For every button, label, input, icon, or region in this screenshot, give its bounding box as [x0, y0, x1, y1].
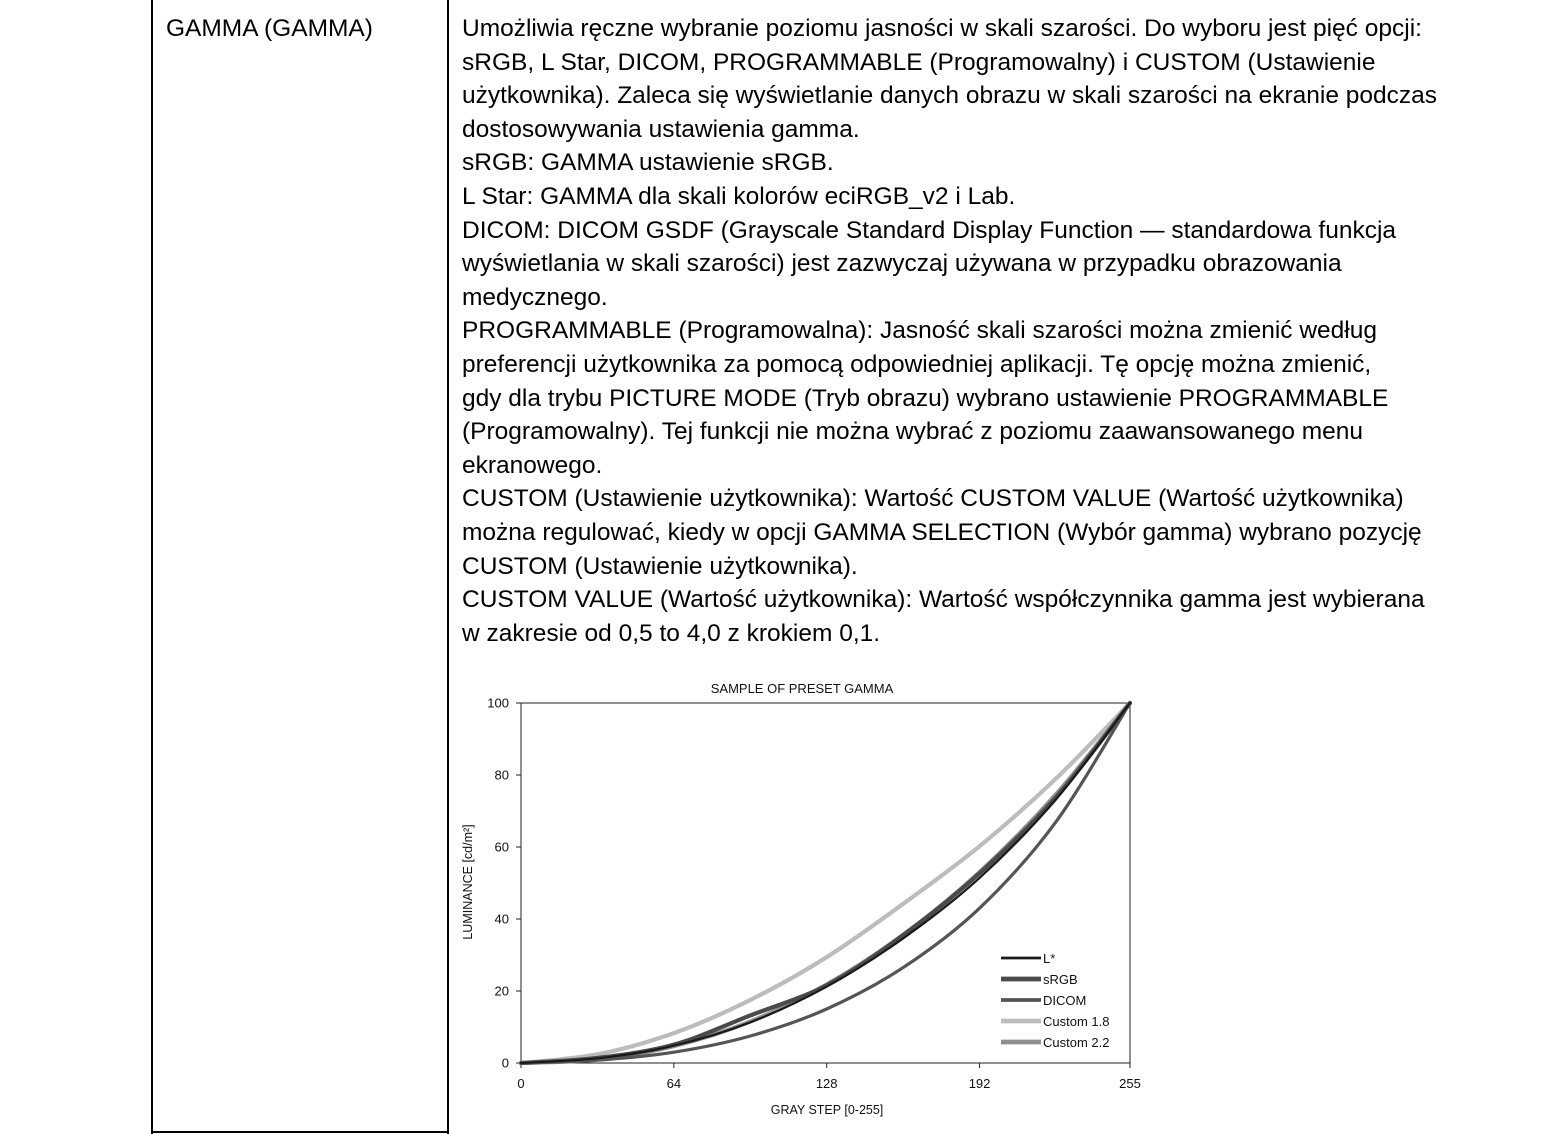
- description-line: PROGRAMMABLE (Programowalna): Jasność skali szarości można zmienić według: [462, 317, 1377, 345]
- description-line: CUSTOM (Ustawienie użytkownika): Wartość CUSTOM VALUE (Wartość użytkownika): [462, 485, 1404, 513]
- setting-name: GAMMA (GAMMA): [166, 15, 373, 42]
- chart-title: SAMPLE OF PRESET GAMMA: [710, 681, 894, 696]
- description-line: ekranowego.: [462, 451, 603, 479]
- y-tick-label: 40: [494, 911, 509, 927]
- y-tick-label: 100: [487, 695, 509, 711]
- y-tick-label: 80: [494, 767, 509, 783]
- description-line: użytkownika). Zaleca się wyświetlanie danych obrazu w skali szarości na ekranie podczas: [462, 82, 1437, 110]
- description-line: sRGB, L Star, DICOM, PROGRAMMABLE (Programowalny) i CUSTOM (Ustawienie: [462, 48, 1376, 76]
- description-line: dostosowywania ustawienia gamma.: [462, 115, 860, 143]
- y-tick-label: 0: [501, 1055, 509, 1071]
- row-divider: [151, 1131, 449, 1133]
- x-tick-label: 192: [968, 1076, 991, 1091]
- legend-label: sRGB: [1043, 972, 1078, 987]
- chart-x-axis-label: GRAY STEP [0-255]: [770, 1103, 884, 1117]
- description-line: L Star: GAMMA dla skali kolorów eciRGB_v2 i Lab.: [462, 182, 1016, 210]
- description-line: CUSTOM VALUE (Wartość użytkownika): Wartość współczynnika gamma jest wybierana: [462, 586, 1425, 614]
- chart-axes: [487, 696, 1141, 1092]
- description-line: gdy dla trybu PICTURE MODE (Tryb obrazu) wybrano ustawienie PROGRAMMABLE: [462, 384, 1389, 412]
- description-line: CUSTOM (Ustawienie użytkownika).: [462, 552, 858, 580]
- description-line: (Programowalny). Tej funkcji nie można wybrać z poziomu zaawansowanego menu: [462, 418, 1364, 446]
- column-divider: [151, 0, 153, 1134]
- description-line: medycznego.: [462, 283, 608, 311]
- y-tick-label: 60: [494, 839, 509, 855]
- description-line: można regulować, kiedy w opcji GAMMA SELECTION (Wybór gamma) wybrano pozycję: [462, 518, 1422, 546]
- description-line: w zakresie od 0,5 to 4,0 z krokiem 0,1.: [462, 619, 881, 647]
- description-line: sRGB: GAMMA ustawienie sRGB.: [462, 149, 834, 177]
- x-tick-label: 255: [1119, 1076, 1141, 1091]
- gamma-chart: [455, 672, 1155, 1128]
- description-line: Umożliwia ręczne wybranie poziomu jasności w skali szarości. Do wyboru jest pięć opcji:: [462, 15, 1422, 42]
- legend-label: DICOM: [1043, 993, 1087, 1008]
- chart-legend: [1001, 951, 1109, 1050]
- x-tick-label: 0: [517, 1076, 525, 1091]
- description-line: wyświetlania w skali szarości) jest zazwyczaj używana w przypadku obrazowania: [462, 250, 1342, 278]
- description-line: preferencji użytkownika za pomocą odpowiedniej aplikacji. Tę opcję można zmienić,: [462, 350, 1372, 378]
- x-tick-label: 128: [815, 1076, 838, 1091]
- description-line: DICOM: DICOM GSDF (Grayscale Standard Display Function — standardowa funkcja: [462, 216, 1397, 244]
- column-divider: [447, 0, 449, 1134]
- legend-label: L*: [1043, 951, 1056, 966]
- chart-series: [521, 703, 1130, 1063]
- chart-y-axis-label: LUMINANCE [cd/m²]: [461, 824, 475, 940]
- legend-label: Custom 1.8: [1043, 1014, 1110, 1029]
- series-line: [521, 703, 1130, 1063]
- setting-description: [462, 12, 1557, 650]
- y-tick-label: 20: [494, 983, 509, 999]
- x-tick-label: 64: [666, 1076, 682, 1091]
- legend-label: Custom 2.2: [1043, 1035, 1110, 1050]
